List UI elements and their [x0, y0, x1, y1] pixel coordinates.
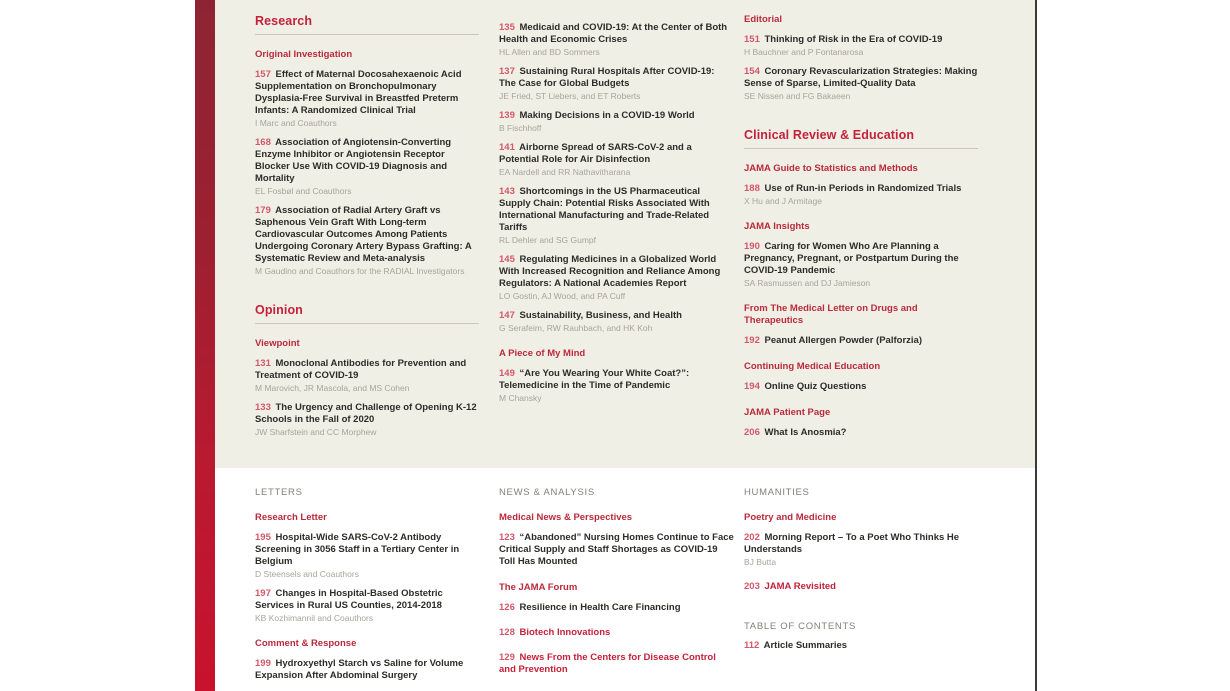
article-page-number: 195: [255, 532, 271, 543]
article-entry: [255, 137, 479, 197]
toc-column-news-analysis: [499, 487, 735, 676]
toc-column-research-opinion: [255, 14, 479, 438]
department-label: HUMANITIES: [744, 487, 810, 498]
article-title: Regulating Medicines in a Globalized World With Increased Recognition and Reliance Among Regulators: A National Academies Report: [499, 254, 721, 289]
article-title: Online Quiz Questions: [764, 381, 867, 392]
section-heading: Opinion: [255, 303, 479, 324]
article-entry: [499, 186, 729, 246]
toc-column-editorial-clinical-review: [744, 14, 978, 439]
article-page-number: 190: [744, 241, 760, 252]
subsection-heading: JAMA Insights: [744, 221, 810, 232]
article-page-number: 139: [499, 110, 515, 121]
subsection-heading: Medical News & Perspectives: [499, 512, 633, 523]
article-entry: [499, 310, 729, 334]
article-page-number: 126: [499, 602, 515, 613]
article-title: Thinking of Risk in the Era of COVID-19: [764, 34, 943, 45]
section-heading: Research: [255, 14, 479, 35]
article-entry: [499, 66, 729, 102]
article-title: Sustainability, Business, and Health: [519, 310, 682, 321]
article-page-number: 179: [255, 205, 271, 216]
article-authors: M Chansky: [499, 393, 542, 403]
article-entry: [499, 110, 729, 134]
article-entry: [255, 402, 479, 438]
article-page-number: 188: [744, 183, 760, 194]
article-entry: [499, 142, 729, 178]
article-entry: [744, 183, 978, 207]
article-title: Effect of Maternal Docosahexaenoic Acid Supplementation on Bronchopulmonary Dysplasia-Free Survival in Breastfed Preterm Infants: A Randomized Clinical Trial: [255, 69, 462, 116]
article-authors: LO Gostin, AJ Wood, and PA Cuff: [499, 291, 626, 301]
subsection-heading: Viewpoint: [255, 338, 300, 349]
article-entry: [499, 627, 735, 639]
article-entry: [744, 532, 978, 568]
article-authors: I Marc and Coauthors: [255, 118, 337, 128]
article-title: Hospital-Wide SARS-CoV-2 Antibody Screening in 3056 Staff in a Tertiary Center in Belgium: [255, 532, 460, 567]
article-authors: SA Rasmussen and DJ Jamieson: [744, 278, 871, 288]
article-entry: [744, 381, 978, 393]
subsection-heading: Comment & Response: [255, 638, 357, 649]
article-title: Article Summaries: [763, 640, 848, 651]
article-title: Hydroxyethyl Starch vs Saline for Volume Expansion After Abdominal Surgery: [255, 658, 464, 681]
article-page-number: 151: [744, 34, 760, 45]
article-authors: KB Kozhimannil and Coauthors: [255, 613, 374, 623]
article-authors: G Serafeim, RW Rauhbach, and HK Koh: [499, 323, 653, 333]
toc-column-letters: [255, 487, 481, 682]
article-title: Resilience in Health Care Financing: [519, 602, 681, 613]
subsection-heading: JAMA Patient Page: [744, 407, 831, 418]
article-entry: [744, 581, 978, 593]
article-authors: BJ Butta: [744, 557, 777, 567]
article-entry: [255, 588, 481, 624]
article-authors: M Gaudino and Coauthors for the RADIAL Investigators: [255, 266, 465, 276]
article-title: Use of Run-in Periods in Randomized Trials: [764, 183, 962, 194]
article-entry: [744, 66, 978, 102]
article-entry: [744, 427, 978, 439]
article-authors: JW Sharfstein and CC Morphew: [255, 427, 377, 437]
article-title: Association of Radial Artery Graft vs Saphenous Vein Graft With Long-term Cardiovascular Outcomes Among Patients Undergoing Coronary Artery Bypass Grafting: A Systematic Review and Meta-analysis: [255, 205, 472, 264]
article-title: Morning Report – To a Poet Who Thinks He Understands: [744, 532, 960, 555]
article-title: Association of Angiotensin-Converting Enzyme Inhibitor or Angiotensin Receptor Blocker Use With COVID-19 Diagnosis and Mortality: [255, 137, 452, 184]
article-page-number: 141: [499, 142, 515, 153]
page-edge-line: [1035, 0, 1037, 691]
article-authors: D Steensels and Coauthors: [255, 569, 359, 579]
article-page-number: 128: [499, 627, 515, 638]
article-page-number: 202: [744, 532, 760, 543]
article-entry: [499, 368, 729, 404]
article-title: Medicaid and COVID-19: At the Center of Both Health and Economic Crises: [499, 22, 728, 45]
article-title: Monoclonal Antibodies for Prevention and Treatment of COVID-19: [255, 358, 467, 381]
article-authors: JE Fried, ST Liebers, and ET Roberts: [499, 91, 641, 101]
subsection-heading: Editorial: [744, 14, 783, 25]
article-title: Peanut Allergen Powder (Palforzia): [764, 335, 922, 346]
article-entry: [744, 34, 978, 58]
article-page-number: 143: [499, 186, 515, 197]
article-authors: HL Allen and BD Sommers: [499, 47, 600, 57]
article-title: Coronary Revascularization Strategies: Making Sense of Sparse, Limited-Quality Data: [744, 66, 978, 89]
article-entry: [499, 602, 735, 614]
subsection-heading: A Piece of My Mind: [499, 348, 586, 359]
article-page-number: 154: [744, 66, 760, 77]
article-authors: EL Fosbøl and Coauthors: [255, 186, 352, 196]
article-entry: [499, 254, 729, 302]
article-page-number: 137: [499, 66, 515, 77]
article-page-number: 197: [255, 588, 271, 599]
subsection-heading: From The Medical Letter on Drugs and Therapeutics: [744, 303, 918, 326]
article-page-number: 203: [744, 581, 760, 592]
article-page-number: 168: [255, 137, 271, 148]
article-title: Shortcomings in the US Pharmaceutical Supply Chain: Potential Risks Associated With International Manufacturing and Trade-Related Tariffs: [499, 186, 710, 233]
article-authors: X Hu and J Armitage: [744, 196, 822, 206]
article-title: “Are You Wearing Your White Coat?”: Telemedicine in the Time of Pandemic: [499, 368, 690, 391]
article-title: Sustaining Rural Hospitals After COVID-19: The Case for Global Budgets: [499, 66, 715, 89]
section-heading: Clinical Review & Education: [744, 128, 978, 149]
article-authors: H Bauchner and P Fontanarosa: [744, 47, 864, 57]
article-page-number: 129: [499, 652, 515, 663]
article-authors: SE Nissen and FG Bakaeen: [744, 91, 851, 101]
department-label: NEWS & ANALYSIS: [499, 487, 595, 498]
article-page-number: 194: [744, 381, 760, 392]
article-entry: [255, 69, 479, 129]
article-entry: [255, 532, 481, 580]
article-entry: [744, 335, 978, 347]
subsection-heading: Research Letter: [255, 512, 327, 523]
article-page-number: 145: [499, 254, 515, 265]
article-page-number: 147: [499, 310, 515, 321]
article-entry: [499, 22, 729, 58]
department-label: LETTERS: [255, 487, 303, 498]
article-page-number: 112: [744, 640, 760, 651]
article-entry: [499, 652, 735, 676]
article-title: “Abandoned” Nursing Homes Continue to Face Critical Supply and Staff Shortages as COVID-19 Toll Has Mounted: [499, 532, 734, 567]
journal-red-spine-bar: [195, 0, 215, 691]
article-entry: [499, 532, 735, 568]
article-entry: [744, 640, 978, 652]
subsection-heading: Original Investigation: [255, 49, 353, 60]
article-page-number: 206: [744, 427, 760, 438]
article-title: Caring for Women Who Are Planning a Pregnancy, Pregnant, or Postpartum During the COVID-19 Pandemic: [744, 241, 959, 276]
article-page-number: 192: [744, 335, 760, 346]
article-entry: [255, 205, 479, 277]
article-entry: [255, 358, 479, 394]
subsection-heading: Continuing Medical Education: [744, 361, 881, 372]
article-title: Airborne Spread of SARS-CoV-2 and a Potential Role for Air Disinfection: [499, 142, 692, 165]
article-entry: [744, 241, 978, 289]
subsection-heading: JAMA Guide to Statistics and Methods: [744, 163, 918, 174]
article-title: News From the Centers for Disease Control and Prevention: [499, 652, 716, 675]
toc-column-viewpoint-continued: [499, 14, 729, 404]
article-title: Making Decisions in a COVID-19 World: [519, 110, 695, 121]
article-authors: EA Nardell and RR Nathavitharana: [499, 167, 631, 177]
article-authors: B Fischhoff: [499, 123, 542, 133]
article-title: Changes in Hospital-Based Obstetric Services in Rural US Counties, 2014-2018: [255, 588, 443, 611]
subsection-heading: The JAMA Forum: [499, 582, 578, 593]
article-authors: RL Dehler and SG Gumpf: [499, 235, 597, 245]
article-title: What Is Anosmia?: [764, 427, 847, 438]
article-entry: [255, 658, 481, 682]
article-title: The Urgency and Challenge of Opening K-12 Schools in the Fall of 2020: [255, 402, 477, 425]
article-page-number: 199: [255, 658, 271, 669]
article-title: Biotech Innovations: [519, 627, 611, 638]
article-page-number: 135: [499, 22, 515, 33]
article-authors: M Marovich, JR Mascola, and MS Cohen: [255, 383, 410, 393]
article-page-number: 133: [255, 402, 271, 413]
toc-column-humanities: [744, 487, 978, 652]
subsection-heading: Poetry and Medicine: [744, 512, 837, 523]
article-title: JAMA Revisited: [764, 581, 836, 592]
article-page-number: 149: [499, 368, 515, 379]
department-label: TABLE OF CONTENTS: [744, 621, 857, 632]
article-page-number: 157: [255, 69, 271, 80]
article-page-number: 123: [499, 532, 515, 543]
article-page-number: 131: [255, 358, 271, 369]
